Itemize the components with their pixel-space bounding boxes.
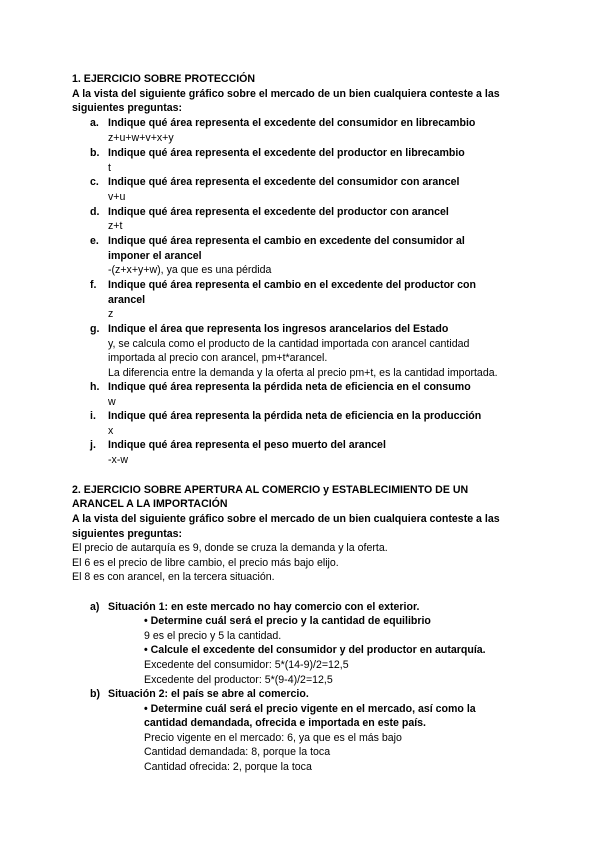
item-question: Indique qué área representa la pérdida neta de eficiencia en la producción — [108, 410, 482, 422]
item-answer: z+u+w+v+x+y — [108, 132, 174, 144]
item-label: h. — [90, 381, 100, 393]
situation-question-text: Calcule el excedente del consumidor y del productor en autarquía. — [150, 644, 486, 656]
section2-heading: ARANCEL A LA IMPORTACIÓN — [72, 498, 228, 510]
situation-label: a) — [90, 601, 100, 613]
situation-answer: Excedente del productor: 5*(9-4)/2=12,5 — [144, 674, 333, 686]
item-answer: -(z+x+y+w), ya que es una pérdida — [108, 264, 272, 276]
section2-heading: 2. EJERCICIO SOBRE APERTURA AL COMERCIO y ESTABLECIMIENTO DE UN — [72, 484, 469, 496]
item-question: Indique qué área representa el peso muerto del arancel — [108, 439, 386, 451]
section1-heading: 1. EJERCICIO SOBRE PROTECCIÓN — [72, 73, 256, 85]
item-answer: importada al precio con arancel, pm+t*arancel. — [108, 352, 328, 364]
item-question: Indique qué área representa el excedente del productor en librecambio — [108, 147, 465, 159]
section2-note: El precio de autarquía es 9, donde se cruza la demanda y la oferta. — [72, 542, 388, 554]
situation-question: cantidad demandada, ofrecida e importada en este país. — [144, 717, 426, 729]
item-label: f. — [90, 279, 97, 291]
situation-answer: Cantidad demandada: 8, porque la toca — [144, 746, 331, 758]
item-label: i. — [90, 410, 96, 422]
item-label: j. — [90, 439, 96, 451]
item-label: c. — [90, 176, 99, 188]
situation-question — [144, 644, 486, 657]
section2-intro: siguientes preguntas: — [72, 528, 183, 540]
item-label: a. — [90, 117, 99, 129]
item-question: Indique qué área representa el excedente del productor con arancel — [108, 206, 449, 218]
situation-question — [144, 615, 431, 628]
situation-label: b) — [90, 688, 100, 700]
situation-answer: Cantidad ofrecida: 2, porque la toca — [144, 761, 312, 773]
item-question: Indique el área que representa los ingresos arancelarios del Estado — [108, 323, 449, 335]
item-label: g. — [90, 323, 100, 335]
item-answer: t — [108, 162, 111, 174]
situation-answer: Precio vigente en el mercado: 6, ya que es el más bajo — [144, 732, 402, 744]
situation-question-text: Determine cuál será el precio y la cantidad de equilibrio — [150, 615, 431, 627]
item-label: b. — [90, 147, 100, 159]
item-label: e. — [90, 235, 99, 247]
item-question: imponer el arancel — [108, 250, 202, 262]
item-answer: v+u — [108, 191, 126, 203]
item-answer: z — [108, 308, 114, 320]
bullet-icon: • — [144, 615, 151, 627]
situation-title: Situación 1: en este mercado no hay comercio con el exterior. — [108, 601, 420, 613]
item-answer: -x-w — [108, 454, 129, 466]
situation-title: Situación 2: el país se abre al comercio. — [108, 688, 309, 700]
section2-note: El 8 es con arancel, en la tercera situación. — [72, 571, 275, 583]
situation-answer: 9 es el precio y 5 la cantidad. — [144, 630, 282, 642]
bullet-icon: • — [144, 703, 151, 715]
item-question: Indique qué área representa el cambio en excedente del consumidor al — [108, 235, 465, 247]
item-answer: La diferencia entre la demanda y la oferta al precio pm+t, es la cantidad importada. — [108, 367, 498, 379]
item-question: Indique qué área representa el cambio en el excedente del productor con — [108, 279, 476, 291]
item-question: arancel — [108, 294, 146, 306]
bullet-icon: • — [144, 644, 151, 656]
situation-question — [144, 703, 476, 716]
situation-answer: Excedente del consumidor: 5*(14-9)/2=12,5 — [144, 659, 349, 671]
item-question: Indique qué área representa el excedente del consumidor con arancel — [108, 176, 460, 188]
situation-question-text: Determine cuál será el precio vigente en el mercado, así como la — [150, 703, 476, 715]
section2-note: El 6 es el precio de libre cambio, el precio más bajo elijo. — [72, 557, 339, 569]
item-question: Indique qué área representa la pérdida neta de eficiencia en el consumo — [108, 381, 471, 393]
item-label: d. — [90, 206, 100, 218]
item-answer: y, se calcula como el producto de la cantidad importada con arancel cantidad — [108, 338, 470, 350]
section1-intro: A la vista del siguiente gráfico sobre el mercado de un bien cualquiera conteste a las — [72, 88, 500, 100]
item-answer: x — [108, 425, 114, 437]
item-answer: w — [108, 396, 116, 408]
section1-intro: siguientes preguntas: — [72, 102, 183, 114]
item-answer: z+t — [108, 220, 123, 232]
item-question: Indique qué área representa el excedente del consumidor en librecambio — [108, 117, 476, 129]
section2-intro: A la vista del siguiente gráfico sobre el mercado de un bien cualquiera conteste a las — [72, 513, 500, 525]
